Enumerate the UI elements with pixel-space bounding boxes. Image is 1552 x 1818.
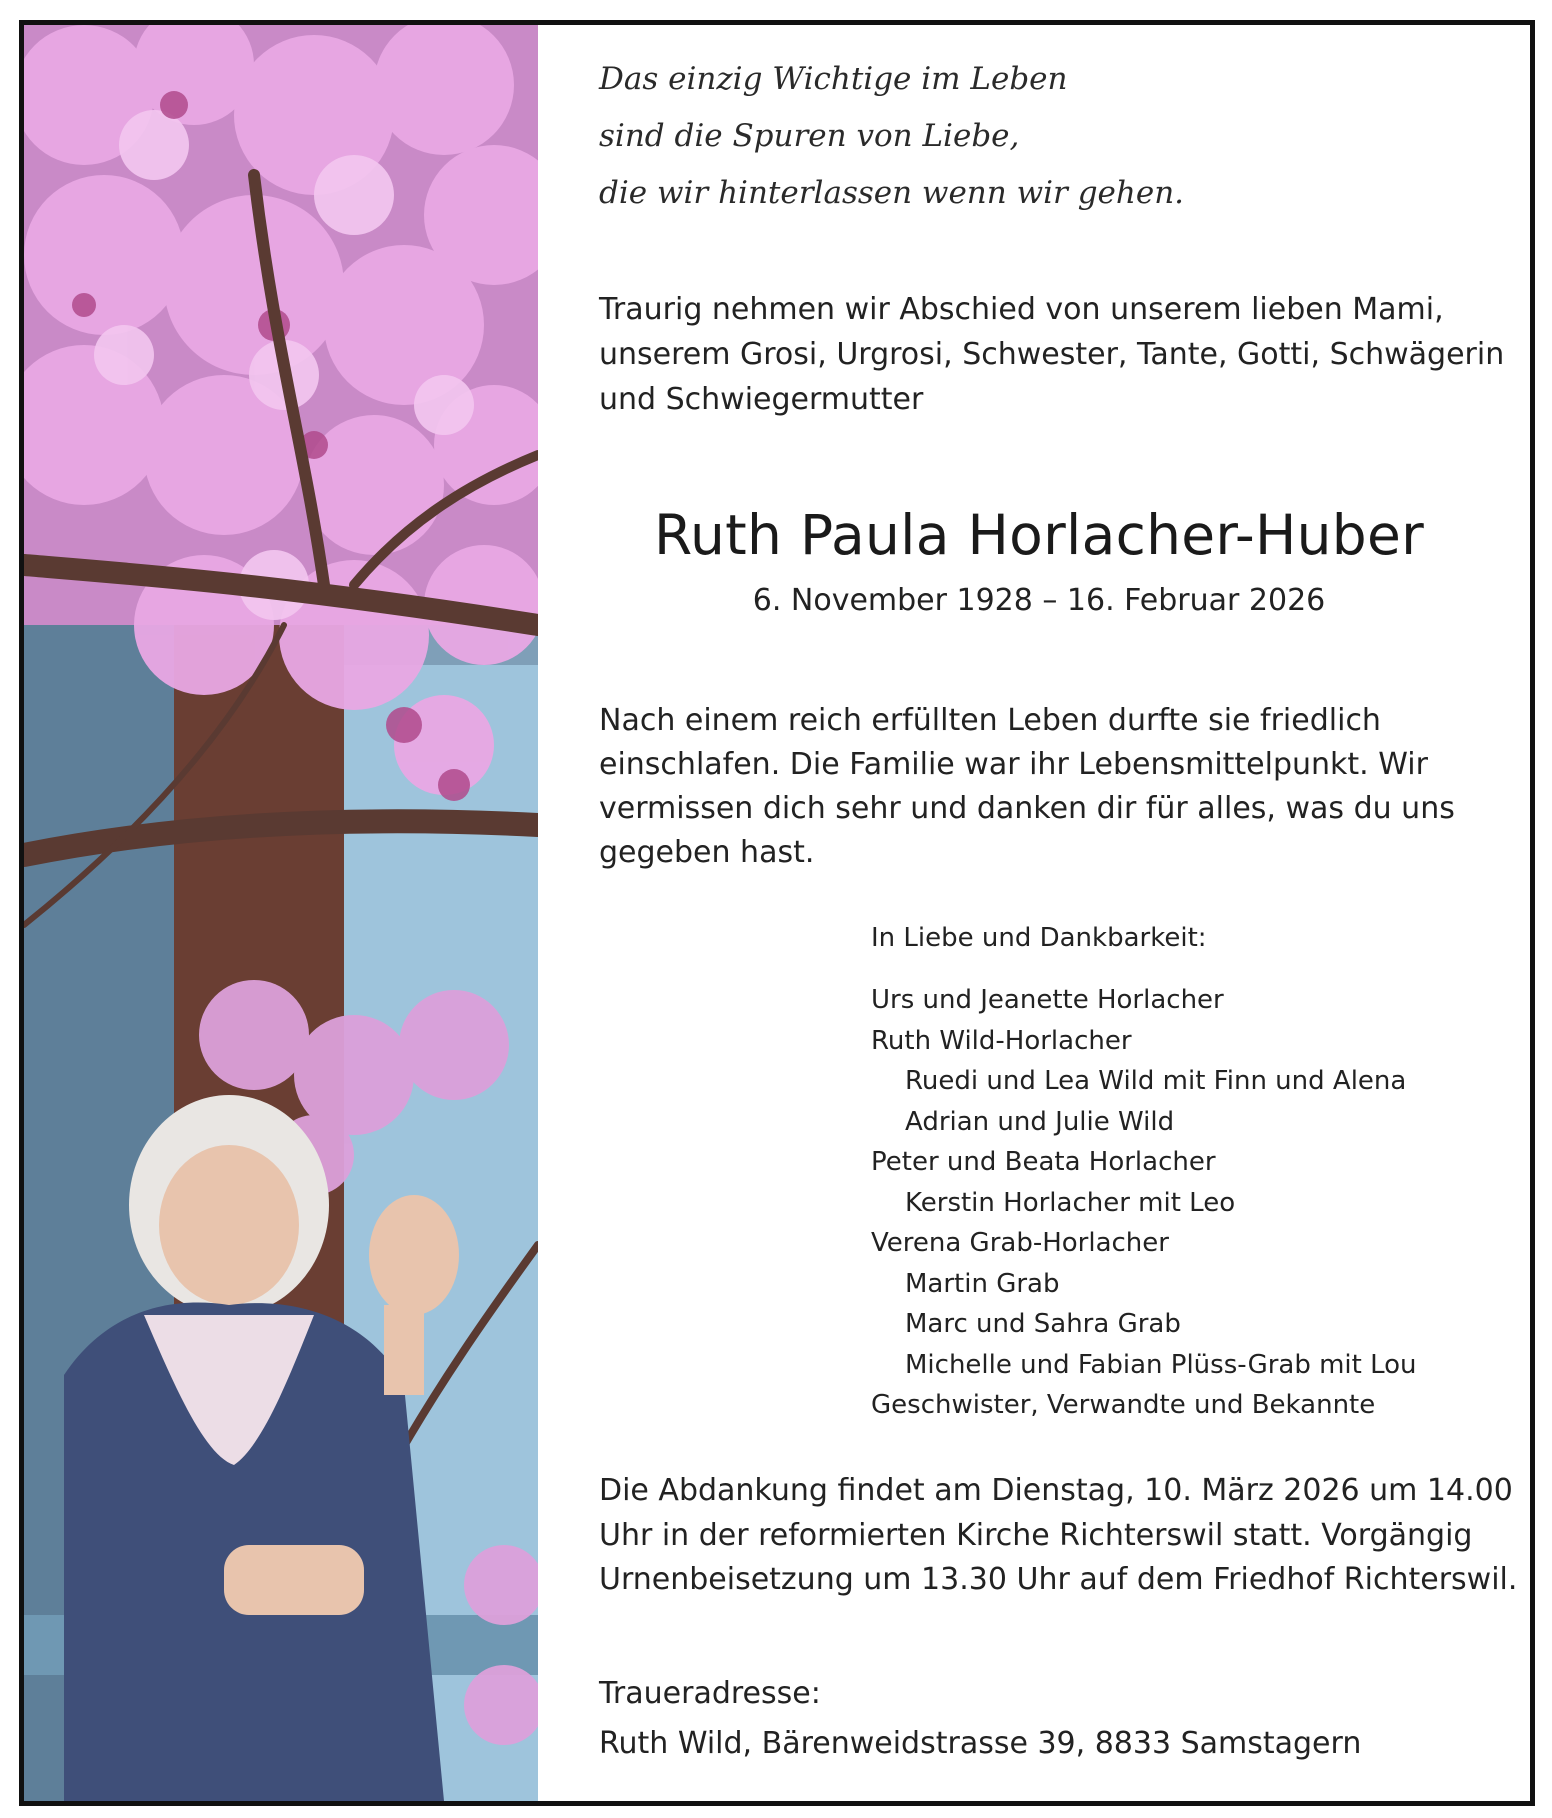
family-member: Martin Grab <box>905 1268 1060 1299</box>
cherry-blossom-portrait-image <box>24 25 538 1801</box>
portrait-photo <box>24 25 538 1801</box>
family-member: Ruth Wild-Horlacher <box>871 1025 1132 1056</box>
ceremony-text: Die Abdankung findet am Dienstag, 10. März 2026 um 14.00 Uhr in der reformierten Kirche Richterswil statt. Vorgängig Urnenbeisetzung um 13.30 Uhr auf dem Friedhof Richterswil. <box>599 1473 1518 1597</box>
obituary-frame <box>19 20 1535 1806</box>
intro-text: Traurig nehmen wir Abschied von unserem lieben Mami, unserem Grosi, Urgrosi, Schwester, Tante, Gotti, Schwägerin und Schwiegermutter <box>599 292 1505 417</box>
mourning-address: Ruth Wild, Bärenweidstrasse 39, 8833 Samstagern <box>599 1726 1362 1761</box>
deceased-name: Ruth Paula Horlacher-Huber <box>653 503 1425 567</box>
family-member: Kerstin Horlacher mit Leo <box>905 1187 1236 1218</box>
family-member: Verena Grab-Horlacher <box>871 1228 1169 1258</box>
quote-line: sind die Spuren von Liebe, <box>599 118 1020 154</box>
family-member: Michelle und Fabian Plüss-Grab mit Lou <box>905 1349 1417 1380</box>
farewell-text: Nach einem reich erfüllten Leben durfte sie friedlich einschlafen. Die Familie war ihr Lebensmittelpunkt. Wir vermissen dich sehr und danken dir für alles, was du uns gegeben hast. <box>599 703 1455 870</box>
family-member: Peter und Beata Horlacher <box>871 1147 1216 1177</box>
family-member: Geschwister, Verwandte und Bekannte <box>871 1390 1376 1420</box>
quote-line: Das einzig Wichtige im Leben <box>599 61 1068 97</box>
thanks-heading: In Liebe und Dankbarkeit: <box>871 923 1207 953</box>
family-member: Urs und Jeanette Horlacher <box>871 985 1224 1015</box>
life-dates: 6. November 1928 – 16. Februar 2026 <box>752 583 1326 618</box>
quote <box>599 51 1184 222</box>
family-member: Ruedi und Lea Wild mit Finn und Alena <box>905 1066 1407 1096</box>
family-member: Adrian und Julie Wild <box>905 1106 1175 1137</box>
obituary-text <box>579 25 1530 1801</box>
address-heading: Traueradresse: <box>599 1676 821 1711</box>
family-list <box>871 980 1417 1426</box>
family-member: Marc und Sahra Grab <box>905 1309 1181 1339</box>
quote-line: die wir hinterlassen wenn wir gehen. <box>599 175 1185 211</box>
